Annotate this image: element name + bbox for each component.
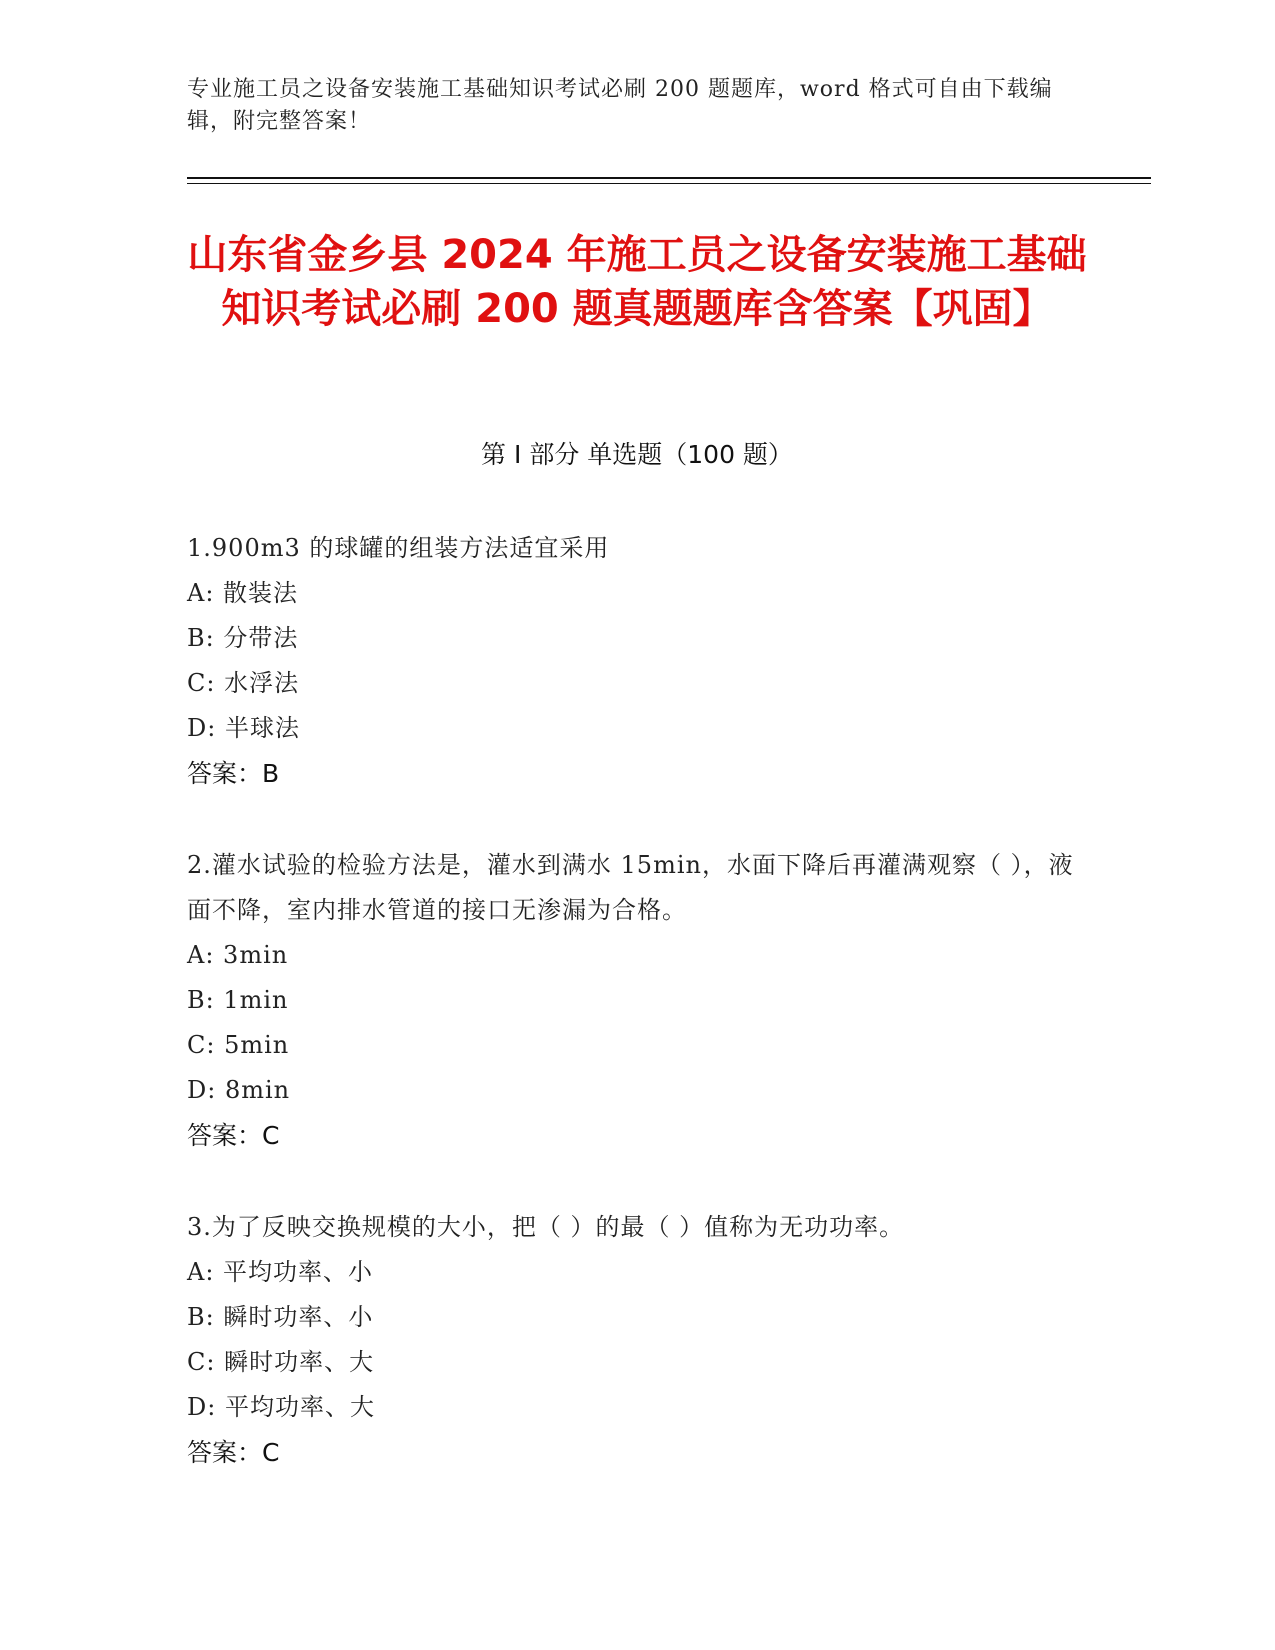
question-stem: 3.为了反映交换规模的大小，把（ ）的最（ ）值称为无功功率。 (187, 1213, 905, 1241)
option-a: A: 3min (187, 941, 289, 969)
option-c: C: 水浮法 (187, 669, 300, 697)
question-stem: 2.灌水试验的检验方法是，灌水到满水 15min，水面下降后再灌满观察（ ），液面不降，室内排水管道的接口无渗漏为合格。 (187, 851, 1074, 924)
option-b: B: 瞬时功率、小 (187, 1303, 374, 1331)
option-c: C: 5min (187, 1031, 290, 1059)
answer: 答案：B (187, 759, 280, 788)
header-rule-thin (187, 183, 1151, 184)
option-d: D: 平均功率、大 (187, 1393, 375, 1421)
question-2 (187, 843, 1087, 1158)
header-rule-thick (187, 177, 1151, 179)
question-stem: 1.900m3 的球罐的组装方法适宜采用 (187, 534, 610, 562)
question-3 (187, 1205, 1087, 1475)
option-b: B: 1min (187, 986, 289, 1014)
document-title: 山东省金乡县 2024 年施工员之设备安装施工基础知识考试必刷 200 题真题题库含答案【巩固】 (187, 232, 1087, 332)
option-d: D: 半球法 (187, 714, 300, 742)
option-c: C: 瞬时功率、大 (187, 1348, 375, 1376)
option-b: B: 分带法 (187, 624, 299, 652)
option-d: D: 8min (187, 1076, 291, 1104)
section-heading: 第 I 部分 单选题（100 题） (481, 440, 793, 469)
question-1 (187, 526, 1087, 796)
option-a: A: 平均功率、小 (187, 1258, 374, 1286)
option-a: A: 散装法 (187, 579, 299, 607)
header-note: 专业施工员之设备安装施工基础知识考试必刷 200 题题库，word 格式可自由下载编辑，附完整答案！ (187, 77, 1053, 134)
answer: 答案：C (187, 1438, 280, 1467)
answer: 答案：C (187, 1121, 280, 1150)
